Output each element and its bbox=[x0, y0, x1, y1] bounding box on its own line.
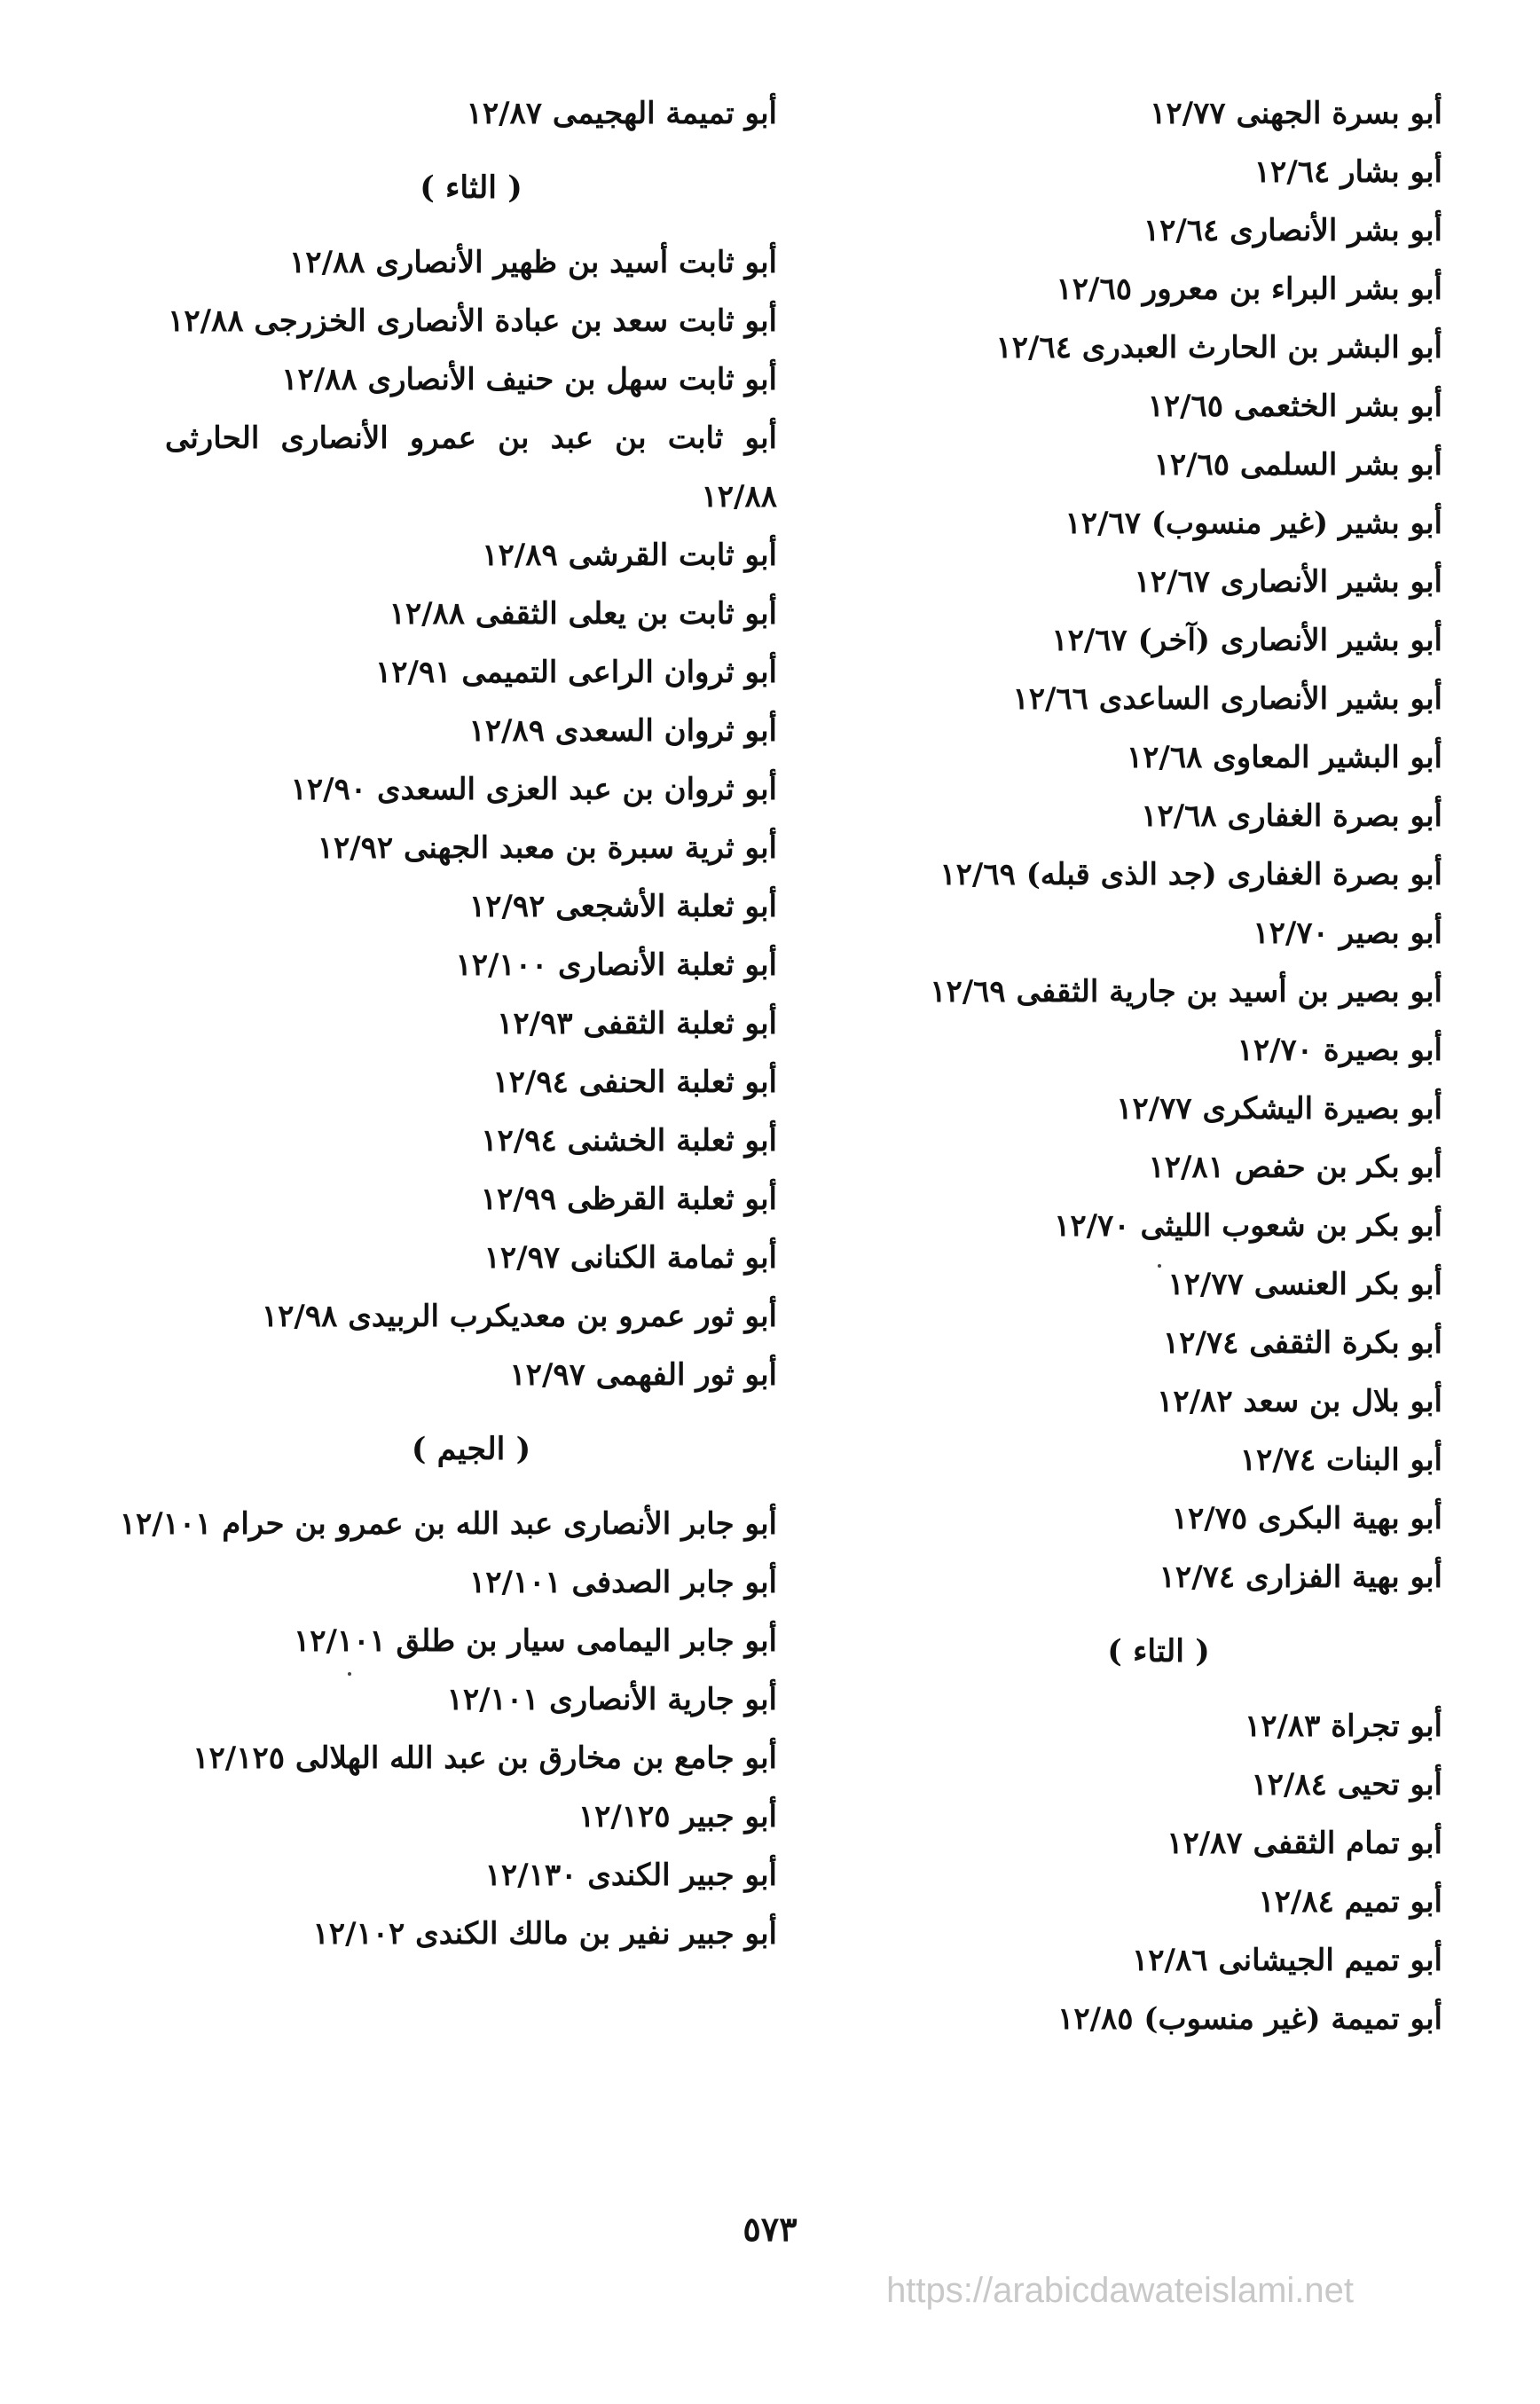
index-entry: أبو بشر الخثعمى ١٢/٦٥ bbox=[1147, 389, 1442, 424]
index-entry: أبو بشر البراء بن معرور ١٢/٦٥ bbox=[1056, 271, 1442, 307]
index-entry: أبو ثروان بن عبد العزى السعدى ١٢/٩٠ bbox=[290, 772, 777, 807]
index-entry: أبو ثابت بن عبد بن عمرو الأنصارى الحارثى ١٢/٨٨ bbox=[165, 420, 777, 515]
index-entry: أبو جبير ١٢/١٢٥ bbox=[578, 1799, 777, 1834]
index-entry: أبو البشر بن الحارث العبدرى ١٢/٦٤ bbox=[995, 330, 1442, 365]
index-entry: أبو ثابت بن يعلى الثقفى ١٢/٨٨ bbox=[389, 596, 777, 632]
index-entry: أبو ثروان السعدى ١٢/٨٩ bbox=[468, 713, 777, 749]
index-entry: أبو تميمة الهجيمى ١٢/٨٧ bbox=[466, 96, 777, 131]
index-entry: أبو ثابت أسيد بن ظهير الأنصارى ١٢/٨٨ bbox=[289, 245, 777, 280]
index-entry: أبو بشير الأنصارى ١٢/٦٧ bbox=[1134, 564, 1442, 600]
index-entry: أبو بصيرة ١٢/٧٠ bbox=[1237, 1033, 1442, 1068]
index-entry: أبو بصرة الغفارى (جد الذى قبله) ١٢/٦٩ bbox=[939, 857, 1442, 892]
index-entry: أبو ثرية سبرة بن معبد الجهنى ١٢/٩٢ bbox=[317, 830, 777, 866]
index-entry: أبو بصيرة اليشكرى ١٢/٧٧ bbox=[1116, 1091, 1442, 1127]
heading-jim: ( الجيم ) bbox=[411, 1431, 531, 1467]
right-entries-ta bbox=[875, 1697, 1442, 2048]
index-entry: أبو جبير نفير بن مالك الكندى ١٢/١٠٢ bbox=[312, 1916, 777, 1952]
index-entry: أبو بكر بن شعوب الليثى ١٢/٧٠ bbox=[1054, 1208, 1442, 1244]
index-entry: أبو جبير الكندى ١٢/١٣٠ bbox=[484, 1858, 777, 1893]
index-entry: أبو جابر الصدفى ١٢/١٠١ bbox=[468, 1565, 777, 1600]
heading-tha: ( الثاء ) bbox=[420, 169, 522, 206]
index-entry: أبو بكرة الثقفى ١٢/٧٤ bbox=[1162, 1325, 1442, 1361]
index-entry: أبو جارية الأنصارى ١٢/١٠١ bbox=[446, 1682, 777, 1717]
index-entry: أبو جابر اليمامى سيار بن طلق ١٢/١٠١ bbox=[293, 1623, 777, 1659]
scan-speck bbox=[348, 1672, 351, 1676]
index-entry: أبو بلال بن سعد ١٢/٨٢ bbox=[1157, 1384, 1442, 1419]
heading-ta: ( التاء ) bbox=[1107, 1633, 1210, 1669]
index-entry: أبو بهية البكرى ١٢/٧٥ bbox=[1171, 1501, 1442, 1536]
index-entry: أبو تميمة (غير منسوب) ١٢/٨٥ bbox=[1057, 2001, 1442, 2037]
index-entry: أبو ثمامة الكنانى ١٢/٩٧ bbox=[483, 1240, 777, 1276]
index-entry: أبو تميم ١٢/٨٤ bbox=[1258, 1884, 1442, 1920]
index-entry: أبو بشير (غير منسوب) ١٢/٦٧ bbox=[1065, 506, 1442, 541]
index-entry: أبو بشر السلمى ١٢/٦٥ bbox=[1153, 447, 1442, 483]
index-entry: أبو ثروان الراعى التميمى ١٢/٩١ bbox=[375, 655, 777, 690]
index-entry: أبو تحيى ١٢/٨٤ bbox=[1251, 1767, 1442, 1803]
index-entry: أبو بصرة الغفارى ١٢/٦٨ bbox=[1141, 798, 1442, 834]
watermark-url: https://arabicdawateislami.net bbox=[886, 2271, 1354, 2310]
index-entry: أبو ثور عمرو بن معديكرب الربيدى ١٢/٩٨ bbox=[261, 1299, 777, 1334]
index-entry: أبو تمام الثقفى ١٢/٨٧ bbox=[1167, 1826, 1442, 1861]
left-column bbox=[119, 84, 777, 1963]
right-column bbox=[875, 84, 1442, 2048]
index-entry: أبو ثعلبة الأشجعى ١٢/٩٢ bbox=[468, 889, 777, 924]
index-entry: أبو بسرة الجهنى ١٢/٧٧ bbox=[1150, 96, 1442, 131]
page-number: ٥٧٣ bbox=[742, 2209, 798, 2249]
index-entry: أبو ثعلبة الأنصارى ١٢/١٠٠ bbox=[455, 947, 777, 983]
index-entry: أبو بكر العنسى ١٢/٧٧ bbox=[1167, 1267, 1442, 1302]
index-entry: أبو بصير بن أسيد بن جارية الثقفى ١٢/٦٩ bbox=[930, 974, 1442, 1010]
index-entry: أبو ثعلبة الثقفى ١٢/٩٣ bbox=[497, 1006, 777, 1041]
index-entry: أبو البشير المعاوى ١٢/٦٨ bbox=[1126, 740, 1442, 775]
left-entries-jim bbox=[119, 1495, 777, 1963]
index-entry: أبو ثابت سهل بن حنيف الأنصارى ١٢/٨٨ bbox=[281, 362, 777, 397]
index-entry: أبو بصير ١٢/٧٠ bbox=[1253, 915, 1442, 951]
index-entry: أبو بكر بن حفص ١٢/٨١ bbox=[1148, 1150, 1442, 1185]
right-entries-ba bbox=[875, 84, 1442, 1607]
index-entry: أبو بهية الفزارى ١٢/٧٤ bbox=[1159, 1559, 1442, 1595]
index-entry: أبو جامع بن مخارق بن عبد الله الهلالى ١٢/١٢٥ bbox=[192, 1740, 777, 1776]
index-entry: أبو بشار ١٢/٦٤ bbox=[1253, 154, 1442, 190]
index-entry: أبو ثابت القرشى ١٢/٨٩ bbox=[482, 538, 777, 573]
index-entry: أبو ثابت سعد بن عبادة الأنصارى الخزرجى ١٢/٨٨ bbox=[168, 303, 777, 339]
index-entry: أبو بشر الأنصارى ١٢/٦٤ bbox=[1143, 213, 1442, 248]
scan-speck bbox=[1158, 1264, 1161, 1268]
index-entry: أبو تجراة ١٢/٨٣ bbox=[1244, 1709, 1442, 1744]
left-entries-tha bbox=[165, 233, 777, 1404]
index-entry: أبو ثور الفهمى ١٢/٩٧ bbox=[509, 1357, 777, 1393]
index-entry: أبو ثعلبة الخشنى ١٢/٩٤ bbox=[481, 1123, 777, 1159]
index-entry: أبو بشير الأنصارى الساعدى ١٢/٦٦ bbox=[1012, 681, 1442, 717]
index-entry: أبو البنات ١٢/٧٤ bbox=[1239, 1442, 1442, 1478]
index-entry: أبو جابر الأنصارى عبد الله بن عمرو بن حرام ١٢/١٠١ bbox=[119, 1506, 777, 1542]
index-entry: أبو ثعلبة القرظى ١٢/٩٩ bbox=[480, 1182, 777, 1217]
index-entry: أبو بشير الأنصارى (آخر) ١٢/٦٧ bbox=[1051, 623, 1442, 658]
index-entry: أبو ثعلبة الحنفى ١٢/٩٤ bbox=[492, 1065, 777, 1100]
index-entry: أبو تميم الجيشانى ١٢/٨٦ bbox=[1132, 1943, 1442, 1978]
